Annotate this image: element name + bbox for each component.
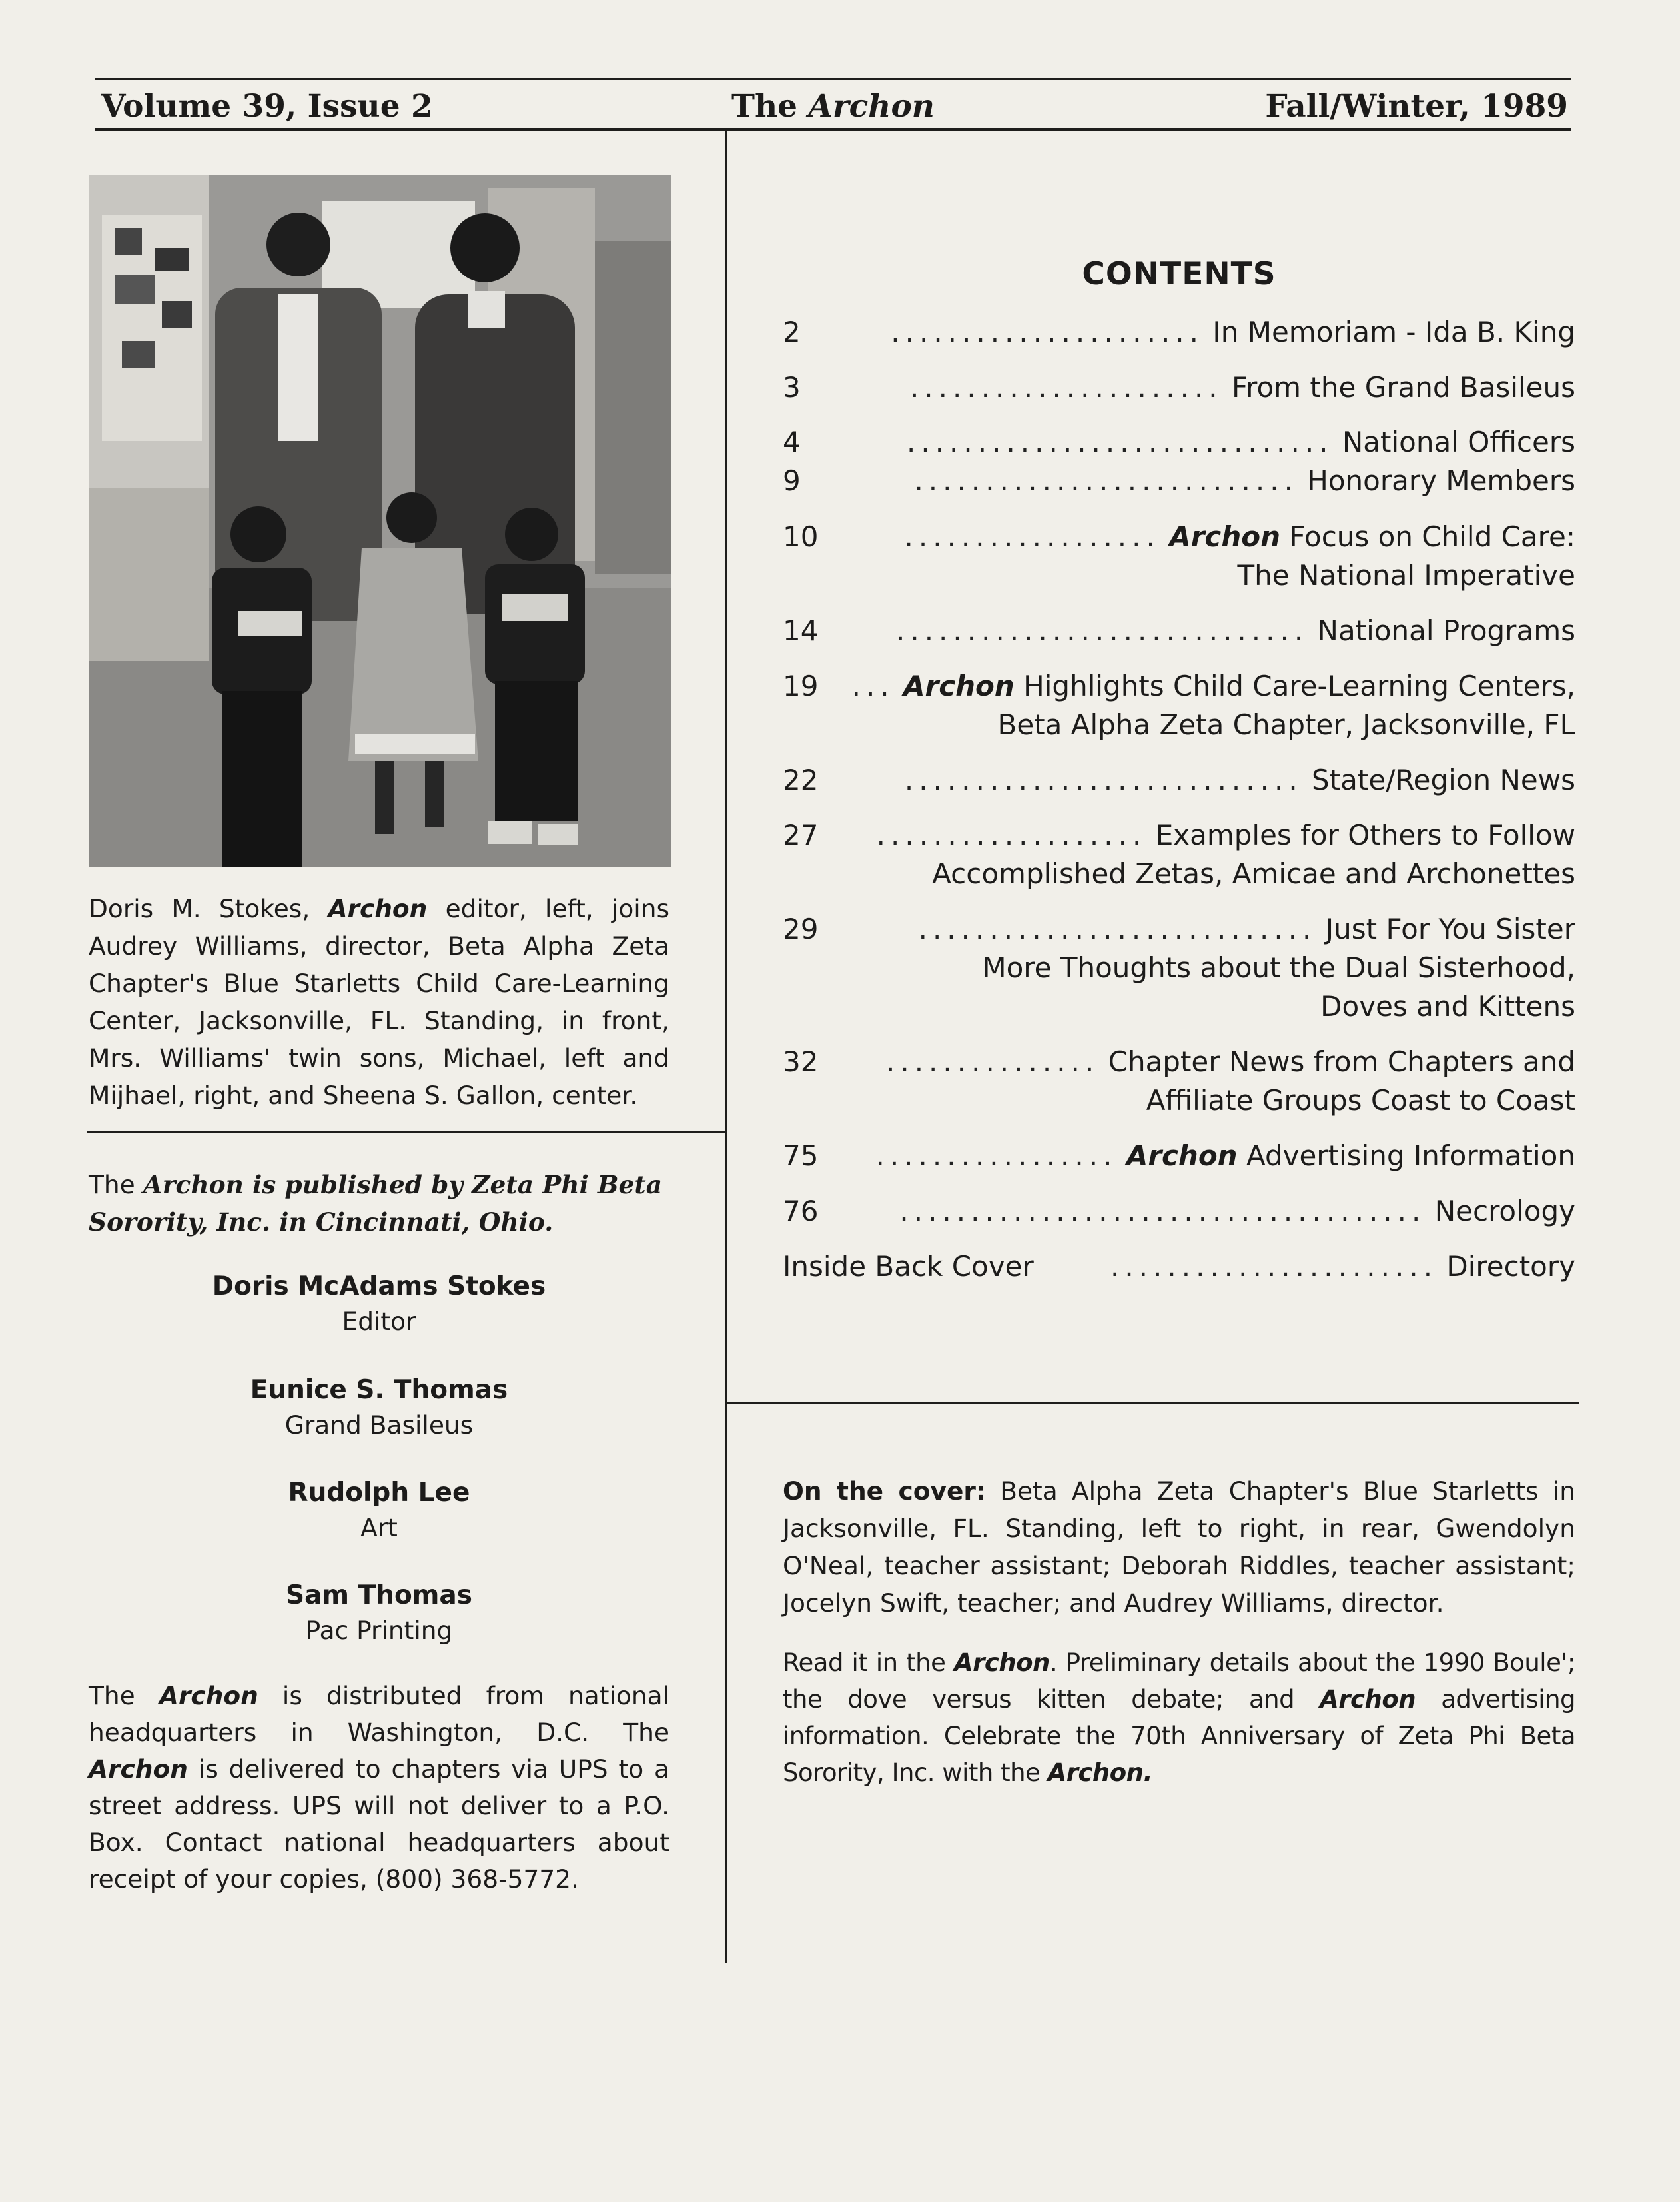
staff-role: Pac Printing xyxy=(305,1616,453,1645)
staff-credit xyxy=(89,1578,669,1648)
toc-page: 27 xyxy=(783,819,819,851)
toc-page: 75 xyxy=(783,1139,819,1172)
toc-entry[interactable] xyxy=(783,520,1575,559)
toc-page: 10 xyxy=(783,520,819,553)
contents-title: CONTENTS xyxy=(1082,256,1276,292)
cover-description xyxy=(783,1472,1575,1622)
left-section-rule xyxy=(87,1131,725,1133)
toc-leader: ............................ xyxy=(918,913,1317,945)
issue-date: Fall/Winter, 1989 xyxy=(1265,88,1568,125)
magazine-title: The Archon xyxy=(731,88,935,125)
toc-title: From the Grand Basileus xyxy=(1232,371,1575,404)
toc-leader: ... xyxy=(851,670,895,702)
toc-title: Highlights Child Care-Learning Centers, xyxy=(1014,670,1575,702)
toc-leader: ............................. xyxy=(896,614,1309,647)
toc-title: Chapter News from Chapters and xyxy=(1108,1045,1575,1078)
toc-entry[interactable] xyxy=(783,614,1575,653)
read-it-note: Read it in the Archon. Preliminary details about the 1990 Boule'; the dove versus kitten debate; and Archon advertising information. Celebrate the 70th Anniversary of Zeta Phi Beta Sorority, Inc. with the Archon. xyxy=(783,1648,1576,1787)
cover-photo xyxy=(89,175,671,867)
publisher-statement: The Archon is published by Zeta Phi Beta Sorority, Inc. in Cincinnati, Ohio. xyxy=(89,1170,662,1237)
toc-title-continued: More Thoughts about the Dual Sisterhood, xyxy=(982,951,1575,984)
toc-title: Just For You Sister xyxy=(1325,913,1575,945)
cover-label: On the cover: xyxy=(783,1476,986,1506)
toc-entry[interactable] xyxy=(783,464,1575,503)
toc-title-emphasis: Archon xyxy=(1169,520,1280,553)
distribution-note: The Archon is distributed from national headquarters in Washington, D.C. The Archon is delivered to chapters via UPS to a street address. UPS will not deliver to a P.O. Box. Contact national headquarters about receipt of your copies, (800) 368-5772. xyxy=(89,1681,669,1894)
toc-leader: .............................. xyxy=(907,426,1334,458)
toc-leader: ...................... xyxy=(891,316,1204,348)
toc-title: National Programs xyxy=(1317,614,1575,647)
toc-page: 4 xyxy=(783,426,801,458)
toc-leader: ........................... xyxy=(914,464,1298,497)
toc-entry[interactable] xyxy=(783,426,1575,464)
toc-title-continued: The National Imperative xyxy=(1237,559,1575,592)
photo-caption: Doris M. Stokes, Archon editor, left, joins Audrey Williams, director, Beta Alpha Zeta Chapter's Blue Starletts Child Care-Learning Center, Jacksonville, FL. Standing, in front, Mrs. Williams' twin sons, Michael, left and Mijhael, right, and Sheena S. Gallon, center. xyxy=(89,894,669,1110)
staff-role: Editor xyxy=(342,1307,416,1336)
toc-leader: ..................................... xyxy=(899,1195,1426,1227)
toc-page: 14 xyxy=(783,614,819,647)
toc-leader: ............................ xyxy=(904,764,1303,796)
staff-credit xyxy=(89,1269,669,1339)
toc-title: Necrology xyxy=(1434,1195,1575,1227)
staff-name: Eunice S. Thomas xyxy=(250,1375,508,1405)
toc-page: 76 xyxy=(783,1195,819,1227)
toc-leader: .................. xyxy=(904,520,1160,553)
right-section-rule xyxy=(725,1402,1579,1404)
toc-page: 32 xyxy=(783,1045,819,1078)
toc-leader: ...................... xyxy=(909,371,1223,404)
toc-title: Examples for Others to Follow xyxy=(1155,819,1575,851)
toc-page: Inside Back Cover xyxy=(783,1250,1034,1283)
cover-text: Beta Alpha Zeta Chapter's Blue Starletts in Jacksonville, FL. Standing, left to right, in rear, Gwendolyn O'Neal, teacher assistant; Deborah Riddles, teacher assistant; Jocelyn Swift, teacher; and Audrey Williams, director. xyxy=(783,1476,1575,1618)
toc-title-continued: Beta Alpha Zeta Chapter, Jacksonville, FL xyxy=(997,708,1575,741)
toc-entry[interactable] xyxy=(783,1195,1575,1233)
toc-title-emphasis: Archon xyxy=(903,670,1015,702)
toc-page: 19 xyxy=(783,670,819,702)
toc-entry[interactable] xyxy=(783,1139,1575,1178)
header-top-rule xyxy=(95,78,1571,80)
toc-page: 3 xyxy=(783,371,801,404)
toc-title: State/Region News xyxy=(1312,764,1575,796)
staff-credit xyxy=(89,1373,669,1442)
staff-role: Art xyxy=(360,1513,398,1542)
toc-page: 9 xyxy=(783,464,801,497)
column-divider xyxy=(725,131,727,1963)
toc-entry[interactable] xyxy=(783,371,1575,410)
toc-title-continued: Affiliate Groups Coast to Coast xyxy=(1146,1084,1575,1117)
staff-name: Rudolph Lee xyxy=(288,1478,470,1508)
staff-role: Grand Basileus xyxy=(284,1410,474,1440)
toc-title: Directory xyxy=(1446,1250,1575,1283)
toc-leader: ................... xyxy=(876,819,1147,851)
toc-page: 22 xyxy=(783,764,819,796)
toc-leader: ................. xyxy=(875,1139,1118,1172)
toc-title-continued: Doves and Kittens xyxy=(1320,990,1575,1023)
toc-title-emphasis: Archon xyxy=(1126,1139,1238,1172)
toc-entry[interactable] xyxy=(783,670,1575,708)
toc-leader: ....................... xyxy=(1110,1250,1438,1283)
staff-credit xyxy=(89,1476,669,1545)
toc-entry[interactable] xyxy=(783,764,1575,802)
toc-page: 29 xyxy=(783,913,819,945)
toc-title: Honorary Members xyxy=(1307,464,1575,497)
toc-entry[interactable] xyxy=(783,1250,1575,1289)
toc-page: 2 xyxy=(783,316,801,348)
toc-title-continued: Accomplished Zetas, Amicae and Archonettes xyxy=(932,857,1575,890)
toc-entry[interactable] xyxy=(783,913,1575,951)
contents-list xyxy=(783,316,1575,1289)
header-bottom-rule xyxy=(95,128,1571,131)
volume-issue: Volume 39, Issue 2 xyxy=(101,88,433,125)
toc-leader: ............... xyxy=(886,1045,1100,1078)
staff-name: Doris McAdams Stokes xyxy=(212,1271,546,1301)
toc-title: In Memoriam - Ida B. King xyxy=(1212,316,1575,348)
toc-title: Focus on Child Care: xyxy=(1280,520,1575,553)
toc-entry[interactable] xyxy=(783,1045,1575,1084)
toc-title: Advertising Information xyxy=(1237,1139,1575,1172)
toc-title: National Officers xyxy=(1342,426,1575,458)
staff-name: Sam Thomas xyxy=(286,1580,472,1610)
toc-entry[interactable] xyxy=(783,316,1575,354)
toc-entry[interactable] xyxy=(783,819,1575,857)
